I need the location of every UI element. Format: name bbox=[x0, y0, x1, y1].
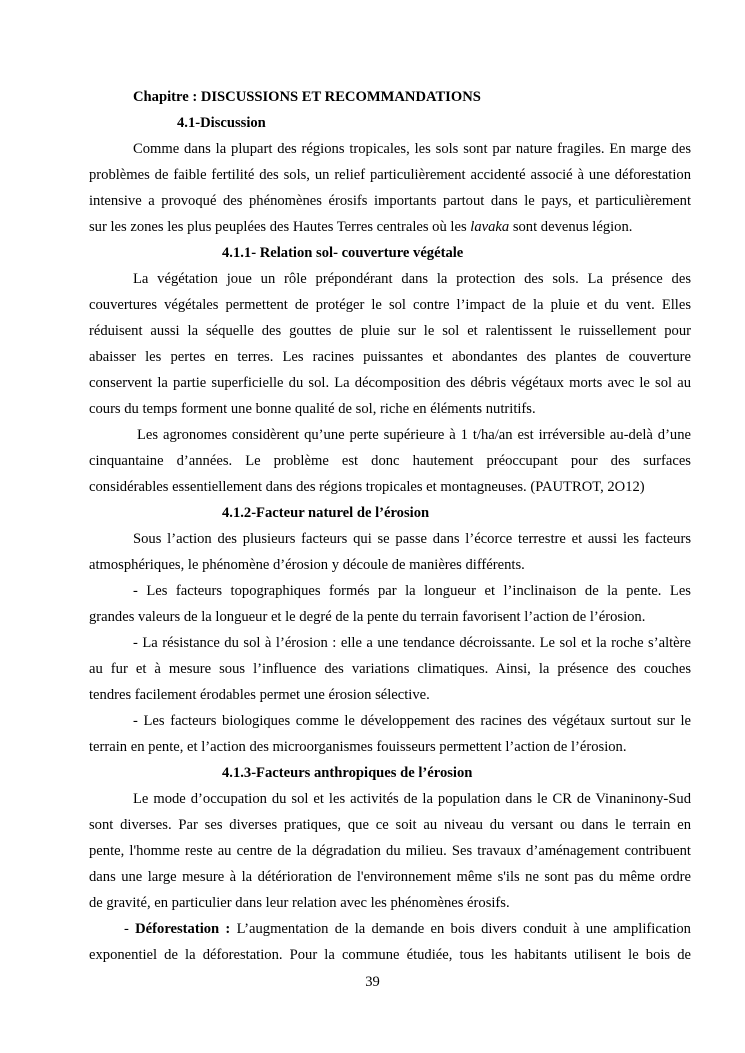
subsection-heading: 4.1.2-Facteur naturel de l’érosion bbox=[222, 505, 430, 521]
paragraph-line: cours du temps forment une bonne qualité de sol, riche en éléments nutritifs. bbox=[89, 401, 536, 417]
page-number: 39 bbox=[365, 974, 380, 990]
paragraph-line: La végétation joue un rôle prépondérant dans la protection des sols. La présence des bbox=[133, 271, 691, 287]
paragraph-line: terrain en pente, et l’action des microorganismes fouisseurs permettent l’action de l’érosion. bbox=[89, 739, 627, 755]
paragraph-line bbox=[124, 916, 691, 942]
paragraph-line: - Les facteurs topographiques formés par la longueur et l’inclinaison de la pente. Les bbox=[133, 583, 691, 599]
paragraph-line: Comme dans la plupart des régions tropicales, les sols sont par nature fragiles. En marge des bbox=[133, 141, 691, 157]
subsection-heading: 4.1.3-Facteurs anthropiques de l’érosion bbox=[222, 765, 473, 781]
paragraph-line: conservent la partie superficielle du sol. La décomposition des débris végétaux morts avec le sol au bbox=[89, 375, 691, 391]
paragraph-line: Les agronomes considèrent qu’une perte supérieure à 1 t/ha/an est irréversible au-delà d’une bbox=[137, 427, 691, 443]
paragraph-line: intensive a provoqué des phénomènes érosifs importants partout dans le pays, et particulièrement bbox=[89, 193, 691, 209]
paragraph-line: de gravité, en particulier dans leur relation avec les phénomènes érosifs. bbox=[89, 895, 510, 911]
paragraph-line: tendres facilement érodables permet une érosion sélective. bbox=[89, 687, 430, 703]
paragraph-line: au fur et à mesure sous l’influence des variations climatiques. Ainsi, la présence des couches bbox=[89, 661, 691, 677]
section-heading: 4.1-Discussion bbox=[177, 115, 266, 131]
paragraph-line: sont diverses. Par ses diverses pratiques, que ce soit au niveau du versant ou dans le terrain en bbox=[89, 817, 691, 833]
italic-term: lavaka bbox=[470, 219, 510, 235]
text-run: sur les zones les plus peuplées des Hautes Terres centrales où les bbox=[89, 219, 471, 235]
paragraph-line: abaisser les pertes en terres. Les racines puissantes et abondantes des plantes de couverture bbox=[89, 349, 691, 365]
paragraph-line: considérables essentiellement dans des régions tropicales et montagneuses. (PAUTROT, 2O12) bbox=[89, 479, 645, 495]
paragraph-line: - La résistance du sol à l’érosion : elle a une tendance décroissante. Le sol et la roche s’altère bbox=[133, 635, 691, 651]
paragraph-line: réduisent aussi la séquelle des gouttes de pluie sur le sol et ralentissent le ruissellement pour bbox=[89, 323, 691, 339]
paragraph-line: problèmes de faible fertilité des sols, un relief particulièrement accidenté associé à une déforestation bbox=[89, 167, 691, 183]
paragraph-line: dans une large mesure à la détérioration de l'environnement même s'ils ne sont pas du même ordre bbox=[89, 869, 691, 885]
paragraph-line: cinquantaine d’années. Le problème est donc hautement préoccupant pour des surfaces bbox=[89, 453, 691, 469]
paragraph-line: - Les facteurs biologiques comme le développement des racines des végétaux surtout sur le bbox=[133, 713, 691, 729]
paragraph-line: Sous l’action des plusieurs facteurs qui se passe dans l’écorce terrestre et aussi les facteurs bbox=[133, 531, 691, 547]
paragraph-line bbox=[89, 214, 691, 240]
paragraph-line: pente, l'homme reste au centre de la dégradation du milieu. Ses travaux d’aménagement contribuent bbox=[89, 843, 691, 859]
subsection-heading: 4.1.1- Relation sol- couverture végétale bbox=[222, 245, 464, 261]
bold-term: Déforestation : bbox=[135, 921, 231, 937]
paragraph-line: couvertures végétales permettent de protéger le sol contre l’impact de la pluie et du vent. Elles bbox=[89, 297, 691, 313]
chapter-title: Chapitre : DISCUSSIONS ET RECOMMANDATIONS bbox=[133, 89, 481, 105]
paragraph-line: Le mode d’occupation du sol et les activités de la population dans le CR de Vinaninony-Sud bbox=[133, 791, 691, 807]
paragraph-line: atmosphériques, le phénomène d’érosion y découle de manières différents. bbox=[89, 557, 525, 573]
paragraph-line: exponentiel de la déforestation. Pour la commune étudiée, tous les habitants utilisent le bois de bbox=[89, 947, 691, 963]
paragraph-line: grandes valeurs de la longueur et le degré de la pente du terrain favorisent l’action de l’érosion. bbox=[89, 609, 646, 625]
text-run: sont devenus légion. bbox=[509, 219, 633, 235]
text-run: L’augmentation de la demande en bois divers conduit à une amplification bbox=[230, 921, 691, 937]
list-dash: - bbox=[124, 921, 136, 937]
